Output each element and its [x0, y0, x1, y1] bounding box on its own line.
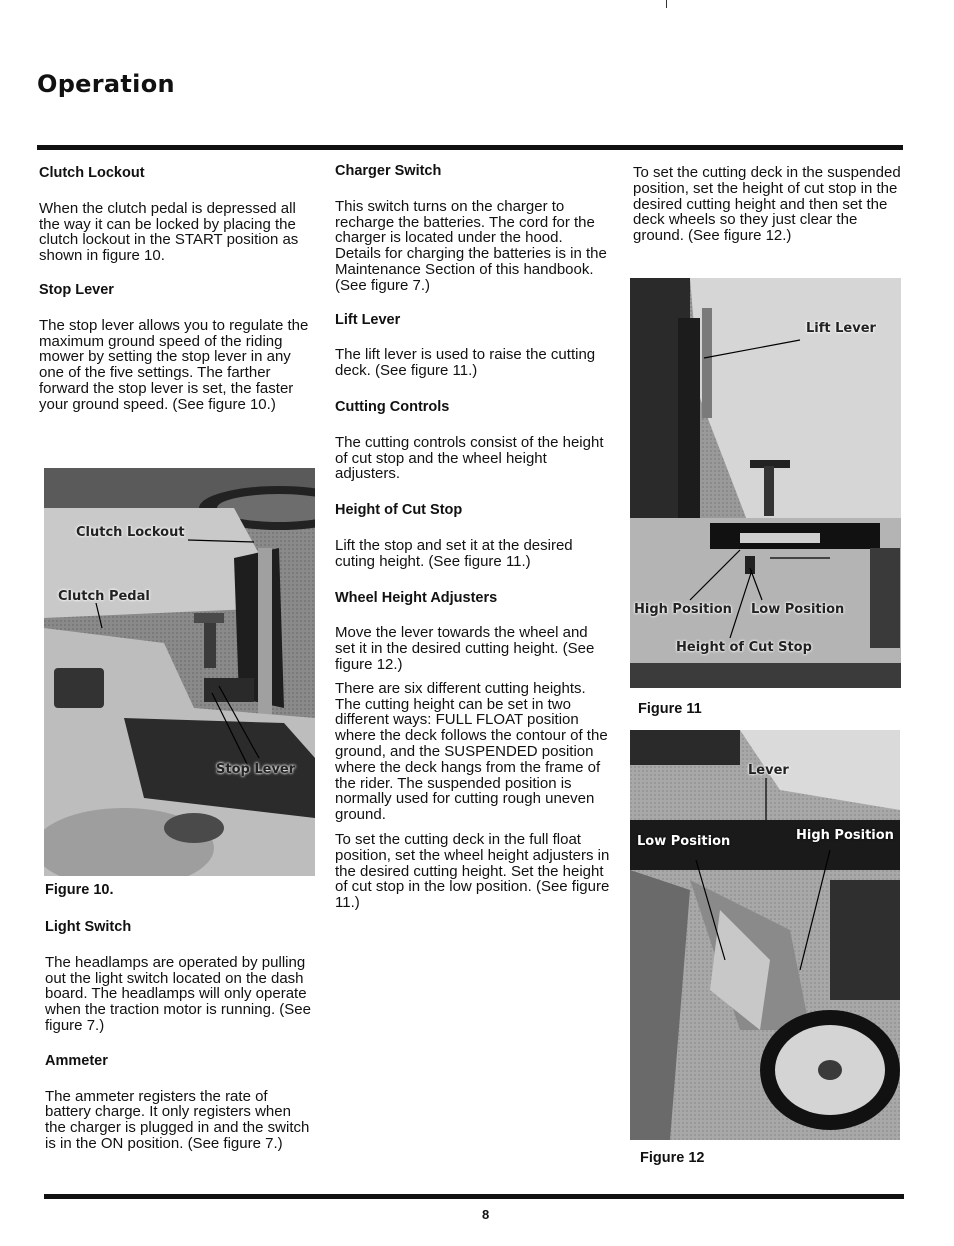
wheel-height-text-2: There are six different cutting heights. The cutting height can be set in two different ways: FULL FLOAT position where the deck follows the contour of the ground, and the SUSPENDED position where the deck hangs from the frame of the rider. The suspended position is normally used for cutting rough uneven ground. — [335, 679, 608, 824]
figure-12-photo — [630, 730, 900, 1140]
footer-rule — [44, 1194, 904, 1199]
ammeter-heading: Ammeter — [45, 1052, 108, 1069]
wheel-height-text-1: Move the lever towards the wheel and set it in the desired cutting height. (See figure 12.) — [335, 624, 595, 673]
figure-12-caption: Figure 12 — [640, 1150, 705, 1166]
column-3 — [633, 165, 905, 244]
height-of-cut-stop-text: Lift the stop and set it at the desired cuting height. (See figure 11.) — [335, 536, 573, 570]
clutch-lockout-heading: Clutch Lockout — [39, 165, 145, 181]
light-switch-heading: Light Switch — [45, 919, 132, 935]
page-number: 8 — [482, 1207, 490, 1222]
page-title: Operation — [37, 70, 175, 98]
charger-switch-text: This switch turns on the charger to recharge the batteries. The cord for the charger is located under the hood. Details for charging the batteries is in the Maintenance Section of this handbook. (See figure 7.) — [335, 197, 607, 294]
wheel-height-text-3: To set the cutting deck in the full float position, set the wheel height adjusters in the desired cutting height. Set the height of cut stop in the low position. (See figure 11.) — [335, 830, 610, 912]
header-rule — [37, 145, 903, 150]
lift-lever-heading: Lift Lever — [335, 311, 401, 328]
figure-11-callout-high-position: High Position — [634, 602, 732, 617]
column-1 — [39, 166, 314, 413]
figure-12-callout-low-position: Low Position — [637, 834, 731, 849]
figure-10-caption: Figure 10. — [45, 882, 114, 898]
figure-10-callout-stop-lever: Stop Lever — [216, 762, 296, 777]
charger-switch-heading: Charger Switch — [335, 163, 442, 179]
clutch-lockout-text: When the clutch pedal is depressed all the way it can be locked by placing the clutch lockout in the START position as shown in figure 10. — [39, 199, 299, 265]
stop-lever-heading: Stop Lever — [39, 281, 114, 298]
figure-11-callout-height-of-cut-stop: Height of Cut Stop — [676, 640, 812, 655]
figure-11-callout-lift-lever: Lift Lever — [806, 321, 876, 336]
scan-mark — [666, 0, 667, 8]
figure-10-callout-clutch-lockout: Clutch Lockout — [76, 525, 185, 540]
figure-11-photo — [630, 278, 901, 688]
figure-12-callout-lever: Lever — [748, 763, 789, 778]
suspended-position-text: To set the cutting deck in the suspended position, set the height of cut stop in the desired cutting height and then set the deck wheels so they just clear the ground. (See figure 12.) — [633, 164, 901, 245]
figure-10-callout-clutch-pedal: Clutch Pedal — [58, 589, 150, 604]
lift-lever-text: The lift lever is used to raise the cutting deck. (See figure 11.) — [335, 346, 596, 380]
column-1-lower — [45, 920, 315, 1152]
light-switch-text: The headlamps are operated by pulling out the light switch located on the dash board. The headlamps will only operate when the traction motor is running. (See figure 7.) — [45, 953, 311, 1034]
cutting-controls-heading: Cutting Controls — [335, 398, 450, 415]
cutting-controls-text: The cutting controls consist of the height of cut stop and the wheel height adjusters. — [335, 433, 604, 483]
height-of-cut-stop-heading: Height of Cut Stop — [335, 502, 463, 519]
ammeter-text: The ammeter registers the rate of battery charge. It only registers when the charger is plugged in and the switch is in the ON position. (See figure 7.) — [45, 1087, 310, 1152]
column-2 — [335, 164, 610, 911]
figure-12-callout-high-position: High Position — [796, 828, 894, 843]
figure-11-caption: Figure 11 — [638, 701, 702, 717]
wheel-height-adjusters-heading: Wheel Height Adjusters — [335, 589, 498, 606]
stop-lever-text: The stop lever allows you to regulate the maximum ground speed of the riding mower by setting the stop lever in any one of the five settings. The farther forward the stop lever is set, the faster your ground speed. (See figure 10.) — [39, 316, 309, 413]
figure-11-callout-low-position: Low Position — [751, 602, 845, 617]
